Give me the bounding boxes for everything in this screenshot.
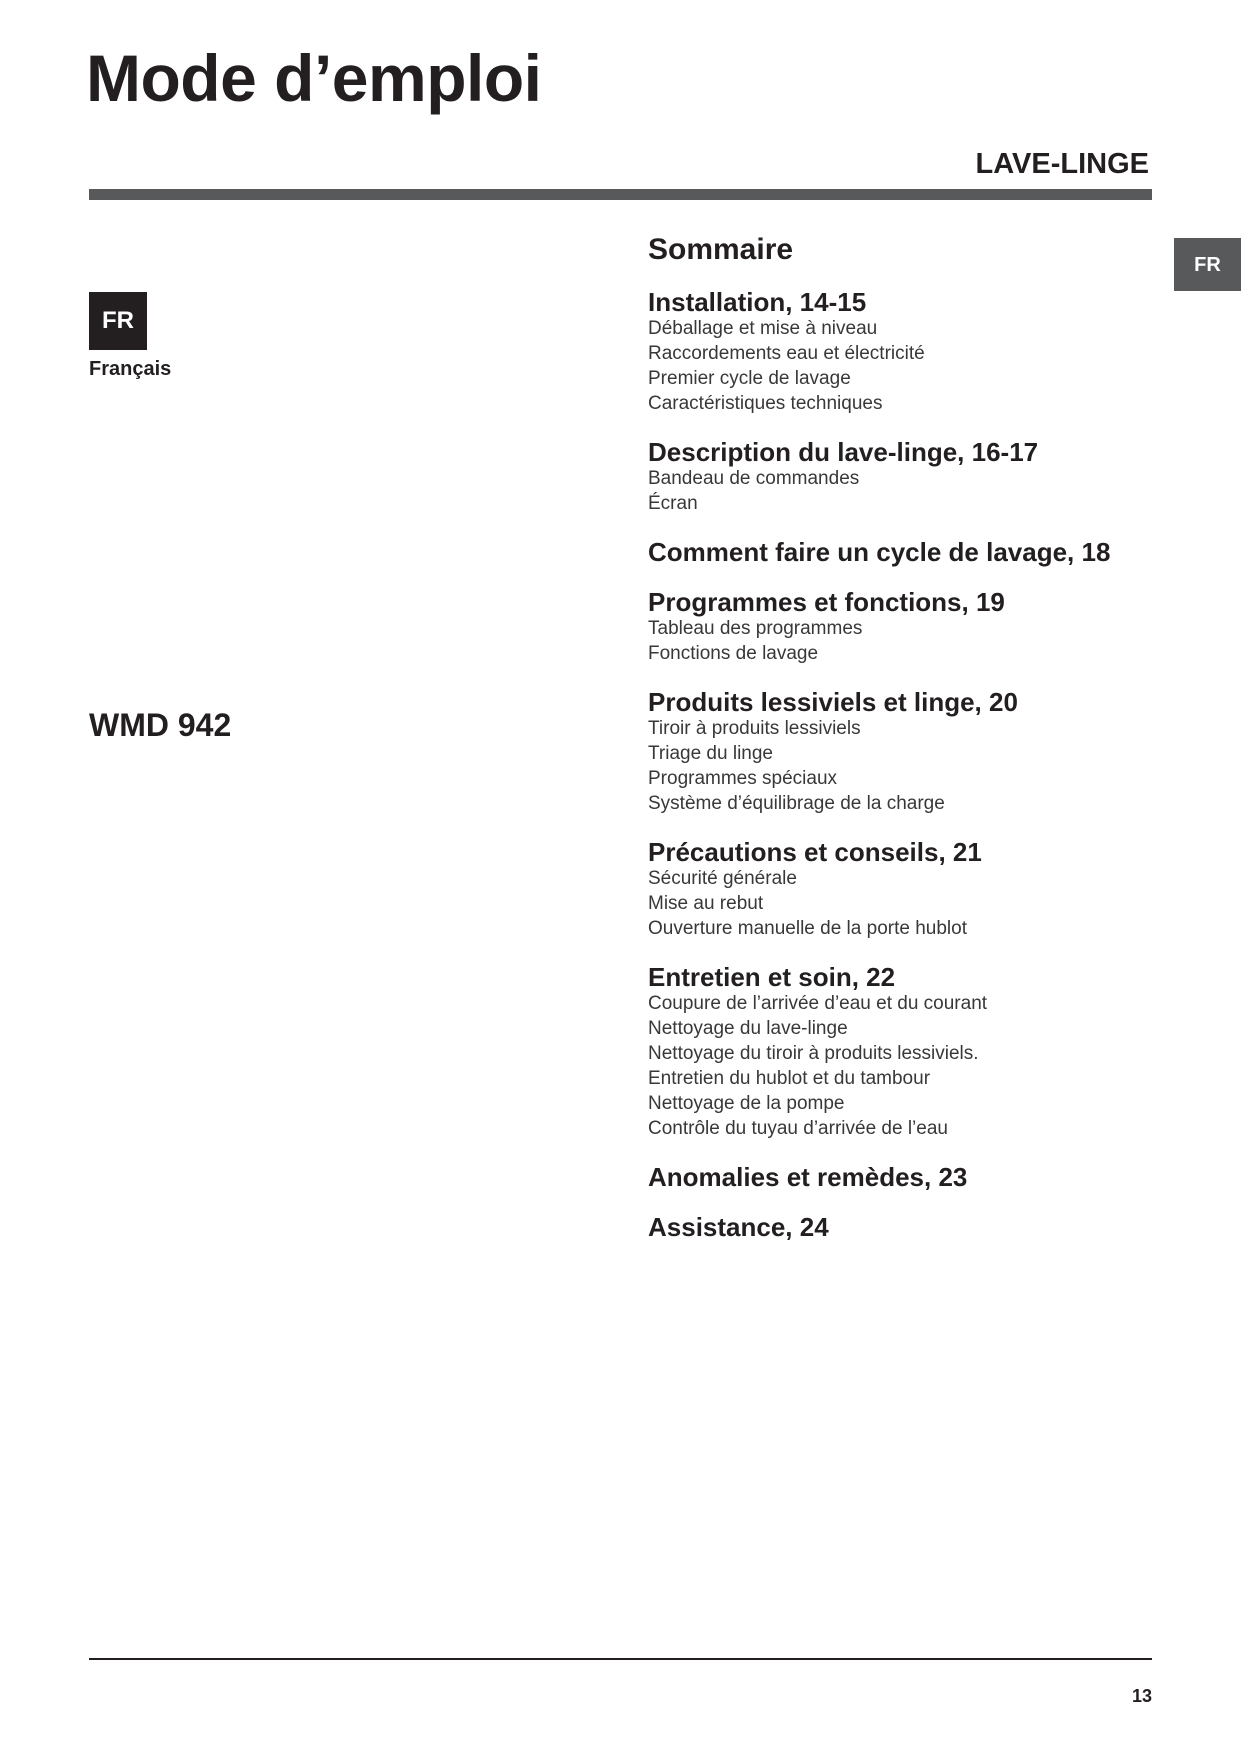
toc-heading: Description du lave-linge, 16-17 (648, 437, 1039, 467)
toc-item: Mise au rebut (648, 893, 764, 914)
toc-section-precautions (648, 838, 1152, 941)
toc-item: Triage du linge (648, 743, 773, 764)
language-badge-code: FR (102, 307, 134, 334)
toc-item: Entretien du hublot et du tambour (648, 1068, 931, 1089)
toc-section-programmes (648, 588, 1152, 666)
toc-section-maintenance (648, 963, 1152, 1141)
toc-heading: Comment faire un cycle de lavage, 18 (648, 537, 1111, 567)
language-label: Français (89, 358, 172, 380)
toc-heading: Précautions et conseils, 21 (648, 837, 982, 867)
model-number: WMD 942 (89, 707, 232, 743)
toc-item: Caractéristiques techniques (648, 393, 883, 414)
toc-section-description (648, 438, 1152, 516)
toc-item: Bandeau de commandes (648, 468, 860, 489)
language-tab-label: FR (1194, 253, 1221, 276)
toc-section-troubleshooting (648, 1163, 1152, 1191)
toc-section-installation (648, 288, 1152, 416)
toc-heading: Anomalies et remèdes, 23 (648, 1162, 968, 1192)
footer-rule (89, 1658, 1152, 1660)
toc-item: Système d’équilibrage de la charge (648, 793, 945, 814)
toc-title: Sommaire (648, 233, 794, 266)
toc-item: Sécurité générale (648, 868, 797, 889)
toc-item: Premier cycle de lavage (648, 368, 851, 389)
toc-item: Ouverture manuelle de la porte hublot (648, 918, 967, 939)
toc-item: Nettoyage du lave-linge (648, 1018, 848, 1039)
toc-item: Raccordements eau et électricité (648, 343, 925, 364)
toc-heading: Programmes et fonctions, 19 (648, 587, 1005, 617)
header-rule (89, 189, 1152, 200)
toc-heading: Entretien et soin, 22 (648, 962, 896, 992)
toc-section-wash-cycle (648, 538, 1152, 566)
toc-item: Nettoyage de la pompe (648, 1093, 845, 1114)
toc-section-detergents (648, 688, 1152, 816)
toc-item: Contrôle du tuyau d’arrivée de l’eau (648, 1118, 948, 1139)
toc-item: Nettoyage du tiroir à produits lessiviels. (648, 1043, 979, 1064)
toc-item: Tiroir à produits lessiviels (648, 718, 861, 739)
toc-heading: Produits lessiviels et linge, 20 (648, 687, 1018, 717)
toc-item: Écran (648, 493, 698, 514)
toc-item: Tableau des programmes (648, 618, 863, 639)
language-tab (1174, 238, 1241, 291)
toc-item: Programmes spéciaux (648, 768, 838, 789)
toc-section-assistance (648, 1213, 1152, 1241)
language-badge (89, 292, 147, 350)
toc-heading: Installation, 14-15 (648, 287, 867, 317)
product-type: LAVE-LINGE (975, 148, 1149, 180)
toc-item: Fonctions de lavage (648, 643, 819, 664)
table-of-contents (648, 232, 1152, 1263)
page-number: 13 (1131, 1686, 1152, 1706)
toc-heading: Assistance, 24 (648, 1212, 829, 1242)
toc-item: Déballage et mise à niveau (648, 318, 878, 339)
page-title: Mode d’emploi (86, 41, 542, 115)
toc-item: Coupure de l’arrivée d’eau et du courant (648, 993, 988, 1014)
